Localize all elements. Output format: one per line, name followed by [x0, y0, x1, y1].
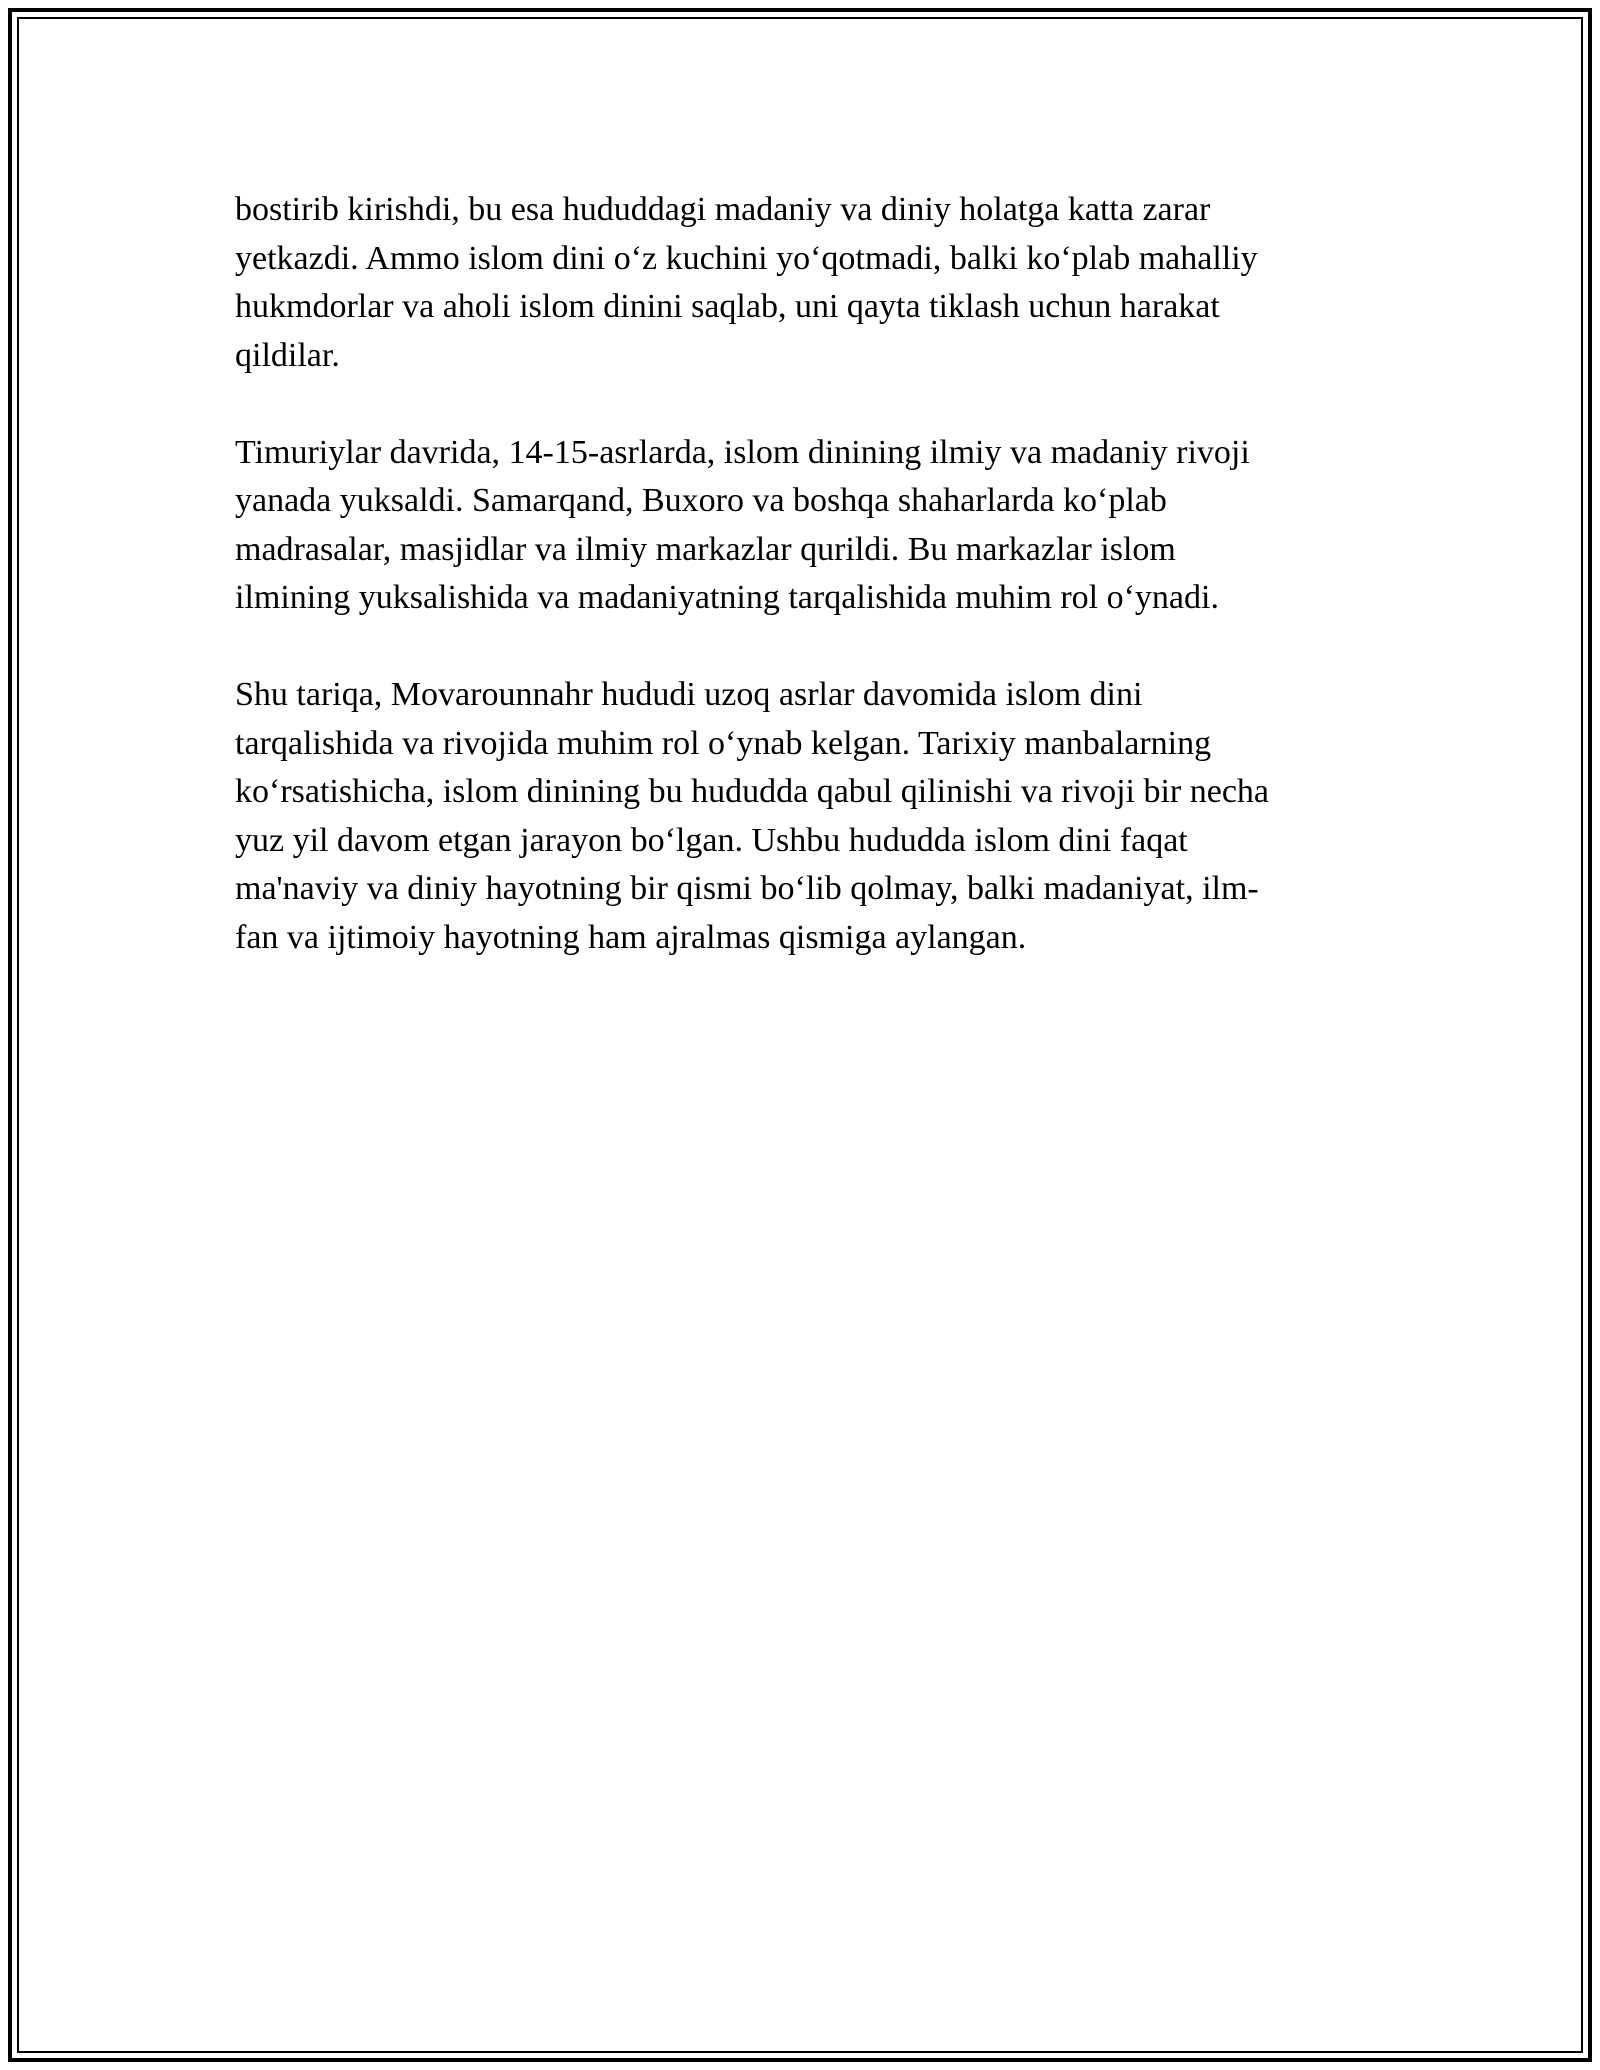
text-line: ma'naviy va diniy hayotning bir qismi bo‘lib qolmay, balki madaniyat, ilm- — [235, 870, 1259, 907]
text-line: qildilar. — [235, 336, 340, 374]
text-line: yanada yuksaldi. Samarqand, Buxoro va boshqa shaharlarda ko‘plab — [235, 482, 1167, 519]
text-line: ilmining yuksalishida va madaniyatning tarqalishida muhim rol o‘ynadi. — [235, 579, 1219, 616]
text-line: Timuriylar davrida, 14-15-asrlarda, islom dinining ilmiy va madaniy rivoji — [235, 433, 1250, 471]
text-line: yetkazdi. Ammo islom dini o‘z kuchini yo‘qotmadi, balki ko‘plab mahalliy — [235, 239, 1258, 277]
text-line: madrasalar, masjidlar va ilmiy markazlar qurildi. Bu markazlar islom — [235, 530, 1176, 568]
text-line: ko‘rsatishicha, islom dinining bu hududda qabul qilinishi va rivoji bir necha — [235, 773, 1270, 810]
document-body — [235, 186, 1375, 1011]
text-line: yuz yil davom etgan jarayon bo‘lgan. Ushbu hududda islom dini faqat — [235, 821, 1188, 859]
text-line: hukmdorlar va aholi islom dinini saqlab, uni qayta tiklash uchun harakat — [235, 288, 1220, 325]
paragraph-3 — [235, 671, 1375, 962]
text-line: fan va ijtimoiy hayotning ham ajralmas qismiga aylangan. — [235, 918, 1027, 956]
text-line: Shu tariqa, Movarounnahr hududi uzoq asrlar davomida islom dini — [235, 676, 1143, 713]
paragraph-2 — [235, 429, 1375, 623]
text-line: tarqalishida va rivojida muhim rol o‘ynab kelgan. Tarixiy manbalarning — [235, 724, 1212, 762]
text-line: bostirib kirishdi, bu esa hududdagi madaniy va diniy holatga katta zarar — [235, 191, 1211, 228]
paragraph-1 — [235, 186, 1375, 380]
